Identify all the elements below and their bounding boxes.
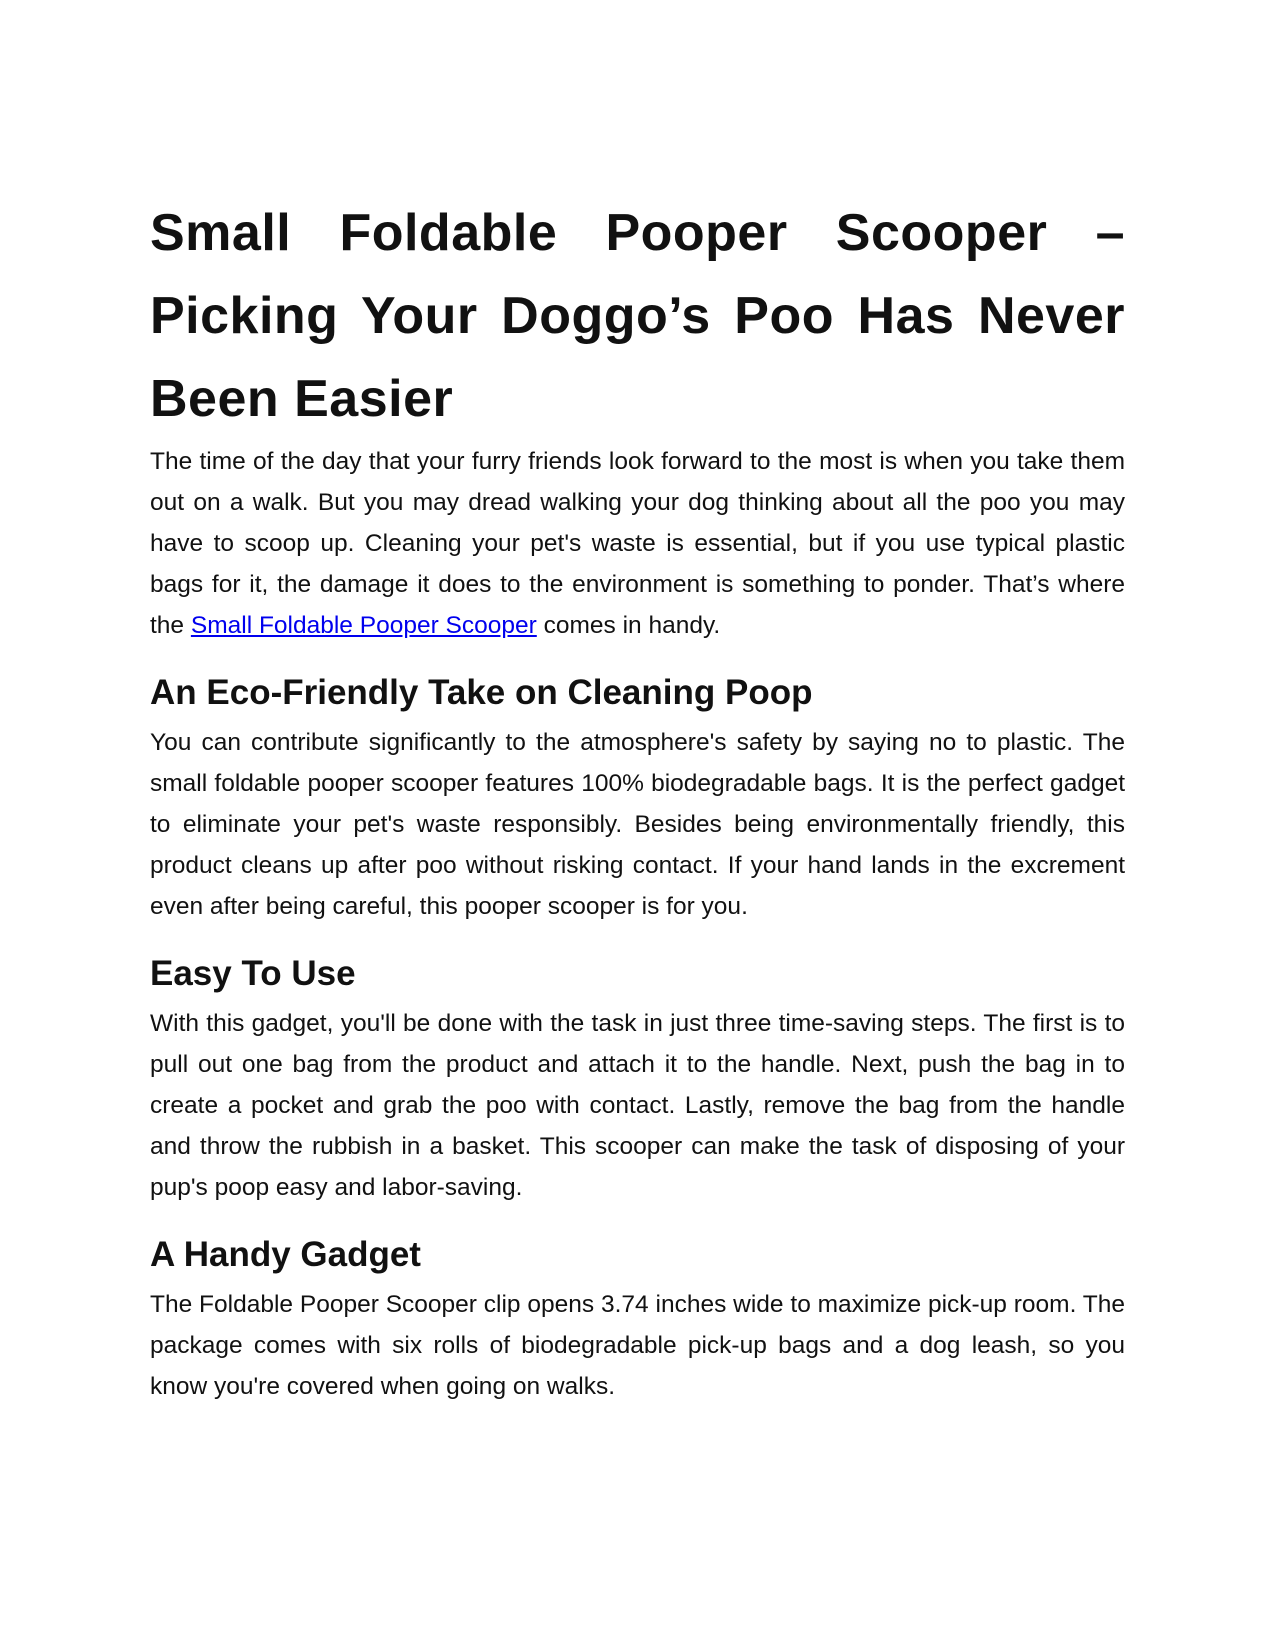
intro-paragraph	[150, 441, 1125, 646]
section-body-eco-friendly: You can contribute significantly to the atmosphere's safety by saying no to plastic. The small foldable pooper scooper features 100% biodegradable bags. It is the perfect gadget to eliminate your pet's waste responsibly. Besides being environmentally friendly, this product cleans up after poo without risking contact. If your hand lands in the excrement even after being careful, this pooper scooper is for you.	[150, 729, 1125, 920]
section-heading-easy-to-use: Easy To Use	[150, 954, 356, 993]
intro-text-before-link: The time of the day that your furry friends look forward to the most is when you take them out on a walk. But you may dread walking your dog thinking about all the poo you may have to scoop up. Cleaning your pet's waste is essential, but if you use typical plastic bags for it, the damage it does to the environment is something to ponder. That’s where the	[150, 448, 1125, 639]
product-link[interactable]: Small Foldable Pooper Scooper	[190, 612, 537, 639]
section-heading-handy-gadget: A Handy Gadget	[150, 1235, 421, 1274]
section-heading-eco-friendly: An Eco-Friendly Take on Cleaning Poop	[150, 673, 813, 712]
document-page	[150, 192, 1125, 1407]
section-body-easy-to-use: With this gadget, you'll be done with the task in just three time-saving steps. The first is to pull out one bag from the product and attach it to the handle. Next, push the bag in to create a pocket and grab the poo with contact. Lastly, remove the bag from the handle and throw the rubbish in a basket. This scooper can make the task of disposing of your pup's poop easy and labor-saving.	[150, 1010, 1125, 1201]
intro-text-after-link: comes in handy.	[536, 612, 721, 639]
page-title: Small Foldable Pooper Scooper – Picking Your Doggo’s Poo Has Never Been Easier	[150, 204, 1125, 428]
section-body-handy-gadget: The Foldable Pooper Scooper clip opens 3.74 inches wide to maximize pick-up room. The package comes with six rolls of biodegradable pick-up bags and a dog leash, so you know you're covered when going on walks.	[150, 1291, 1125, 1400]
